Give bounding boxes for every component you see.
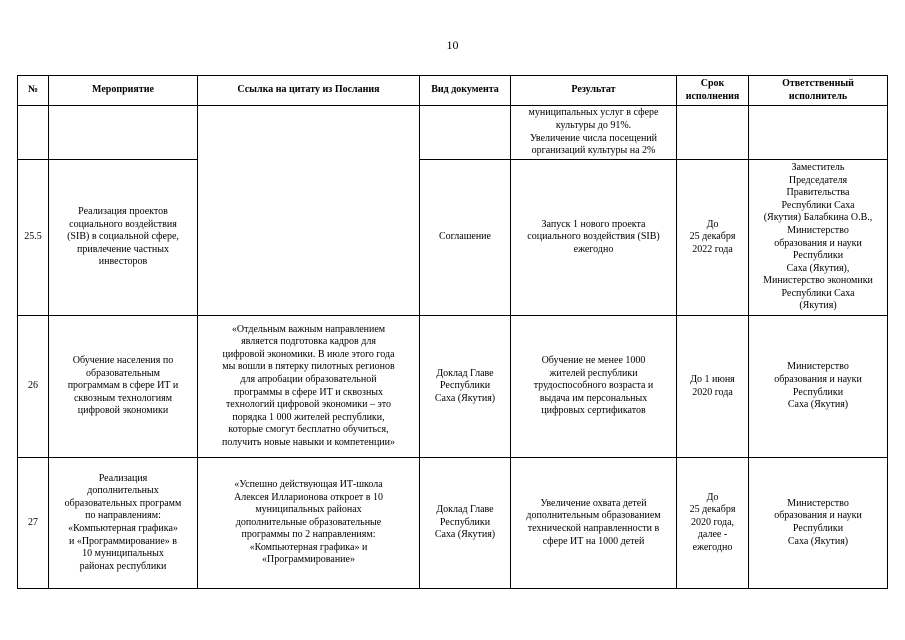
result-cell: Увеличение охвата детей дополнительным образованием технической направленности в сфере ИТ на 1000 детей [511, 458, 677, 589]
doc-type-cell [420, 106, 511, 160]
deadline-cell [677, 106, 749, 160]
deadline-cell: До 25 декабря 2022 года [677, 160, 749, 316]
measure-cell: Реализация проектов социального воздействия (SIB) в социальной сфере, привлечение частных инвесторов [49, 160, 198, 316]
column-header-result: Результат [511, 76, 677, 106]
responsible-cell [749, 106, 888, 160]
column-header-doc-type: Вид документа [420, 76, 511, 106]
doc-type-cell: Доклад Главе Республики Саха (Якутия) [420, 458, 511, 589]
table-row [18, 106, 888, 160]
row-number-cell: 26 [18, 316, 49, 458]
row-number-cell: 25.5 [18, 160, 49, 316]
table-header-row [18, 76, 888, 106]
citation-cell: «Успешно действующая ИТ-школа Алексея Илларионова откроет в 10 муниципальных районах дополнительные образовательные программы по 2 направлениям: «Компьютерная графика» и «Программирование» [198, 458, 420, 589]
row-number-cell: 27 [18, 458, 49, 589]
citation-cell: «Отдельным важным направлением является подготовка кадров для цифровой экономики. В июле этого года мы вошли в пятерку пилотных регионов для апробации образовательной программы в сфере ИТ и сквозных технологий цифровой экономики – это порядка 1 000 жителей республики, которые смогут бесплатно обучиться, получить новые навыки и компетенции» [198, 316, 420, 458]
result-cell: Обучение не менее 1000 жителей республики трудоспособного возраста и выдача им персональных цифровых сертификатов [511, 316, 677, 458]
row-number-cell [18, 106, 49, 160]
column-header-deadline: Срок исполнения [677, 76, 749, 106]
result-cell: муниципальных услуг в сфере культуры до 91%. Увеличение числа посещений организаций культуры на 2% [511, 106, 677, 160]
table-row [18, 316, 888, 458]
responsible-cell: Министерство образования и науки Республики Саха (Якутия) [749, 316, 888, 458]
column-header-number: № [18, 76, 49, 106]
column-header-measure: Мероприятие [49, 76, 198, 106]
citation-cell [198, 106, 420, 316]
measure-cell [49, 106, 198, 160]
table-row [18, 458, 888, 589]
result-cell: Запуск 1 нового проекта социального воздействия (SIB) ежегодно [511, 160, 677, 316]
deadline-cell: До 25 декабря 2020 года, далее - ежегодно [677, 458, 749, 589]
column-header-responsible: Ответственный исполнитель [749, 76, 888, 106]
plan-table [17, 75, 888, 589]
responsible-cell: Заместитель Председателя Правительства Республики Саха (Якутия) Балабкина О.В., Министерство образования и науки Республики Саха (Якутия), Министерство экономики Республики Саха (Якутия) [749, 160, 888, 316]
column-header-citation: Ссылка на цитату из Послания [198, 76, 420, 106]
table-row [18, 160, 888, 316]
measure-cell: Обучение населения по образовательным программам в сфере ИТ и сквозным технологиям цифровой экономики [49, 316, 198, 458]
responsible-cell: Министерство образования и науки Республики Саха (Якутия) [749, 458, 888, 589]
deadline-cell: До 1 июня 2020 года [677, 316, 749, 458]
page-number: 10 [446, 38, 459, 52]
doc-type-cell: Соглашение [420, 160, 511, 316]
doc-type-cell: Доклад Главе Республики Саха (Якутия) [420, 316, 511, 458]
measure-cell: Реализация дополнительных образовательных программ по направлениям: «Компьютерная графика» и «Программирование» в 10 муниципальных районах республики [49, 458, 198, 589]
